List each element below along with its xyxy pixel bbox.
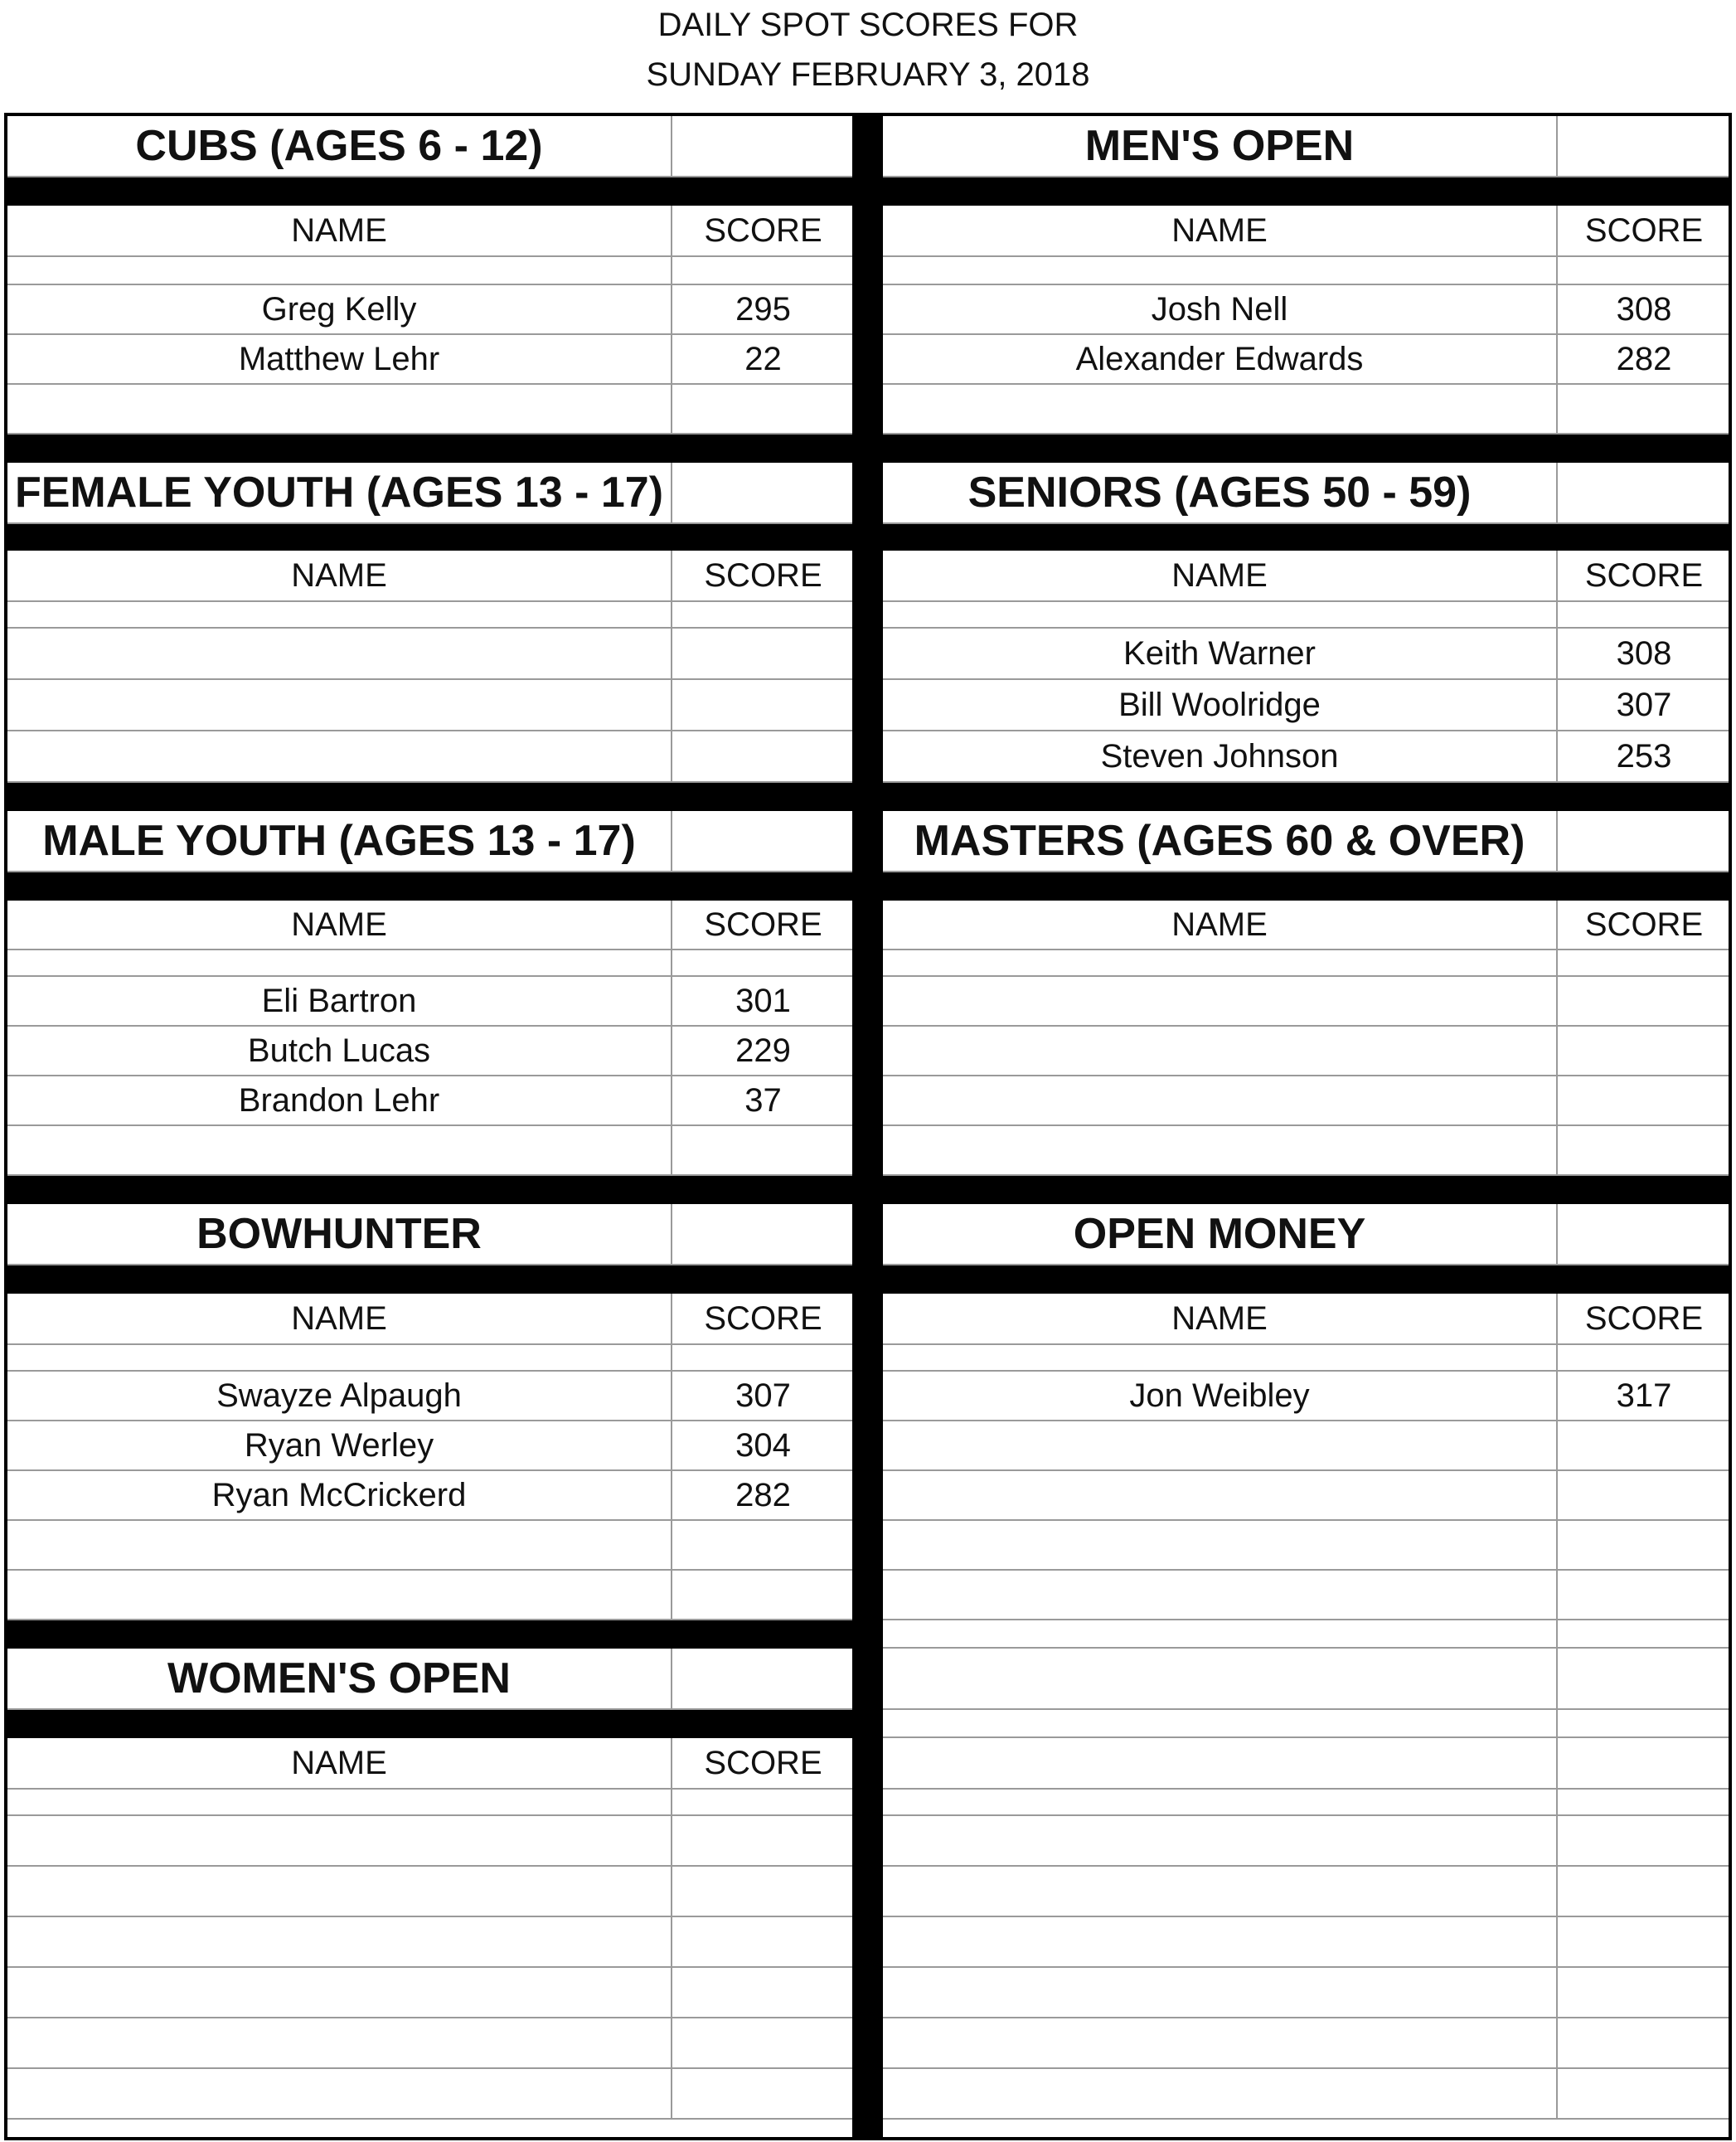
score-column-header: SCORE	[1556, 1294, 1730, 1343]
competitor-name: Steven Johnson	[1100, 737, 1339, 775]
section-header-open_money-score-cell	[1556, 1204, 1730, 1264]
section-band-male_youth	[7, 872, 852, 901]
name-column-header: NAME	[291, 1744, 387, 1781]
table-row	[883, 977, 1729, 1027]
competitor-score: 307	[1556, 680, 1730, 730]
blank-row	[883, 2018, 1729, 2069]
name-column-header: NAME	[1171, 556, 1268, 594]
table-row	[7, 1471, 852, 1521]
section-separator	[7, 783, 852, 811]
blank-row-score-cell	[1556, 2018, 1730, 2067]
competitor-score: 229	[671, 1027, 854, 1075]
table-row	[7, 1126, 852, 1176]
blank-row	[883, 1710, 1729, 1738]
spacer-row-female_youth	[7, 602, 852, 629]
section-band-mens_open	[883, 177, 1729, 206]
competitor-name: Josh Nell	[1151, 290, 1288, 328]
blank-row-score-cell	[1556, 1649, 1730, 1708]
spacer-row-bowhunter-name-cell	[7, 1345, 671, 1370]
competitor-score: 308	[1556, 285, 1730, 333]
competitor-name: Keith Warner	[1123, 634, 1316, 672]
competitor-name: Eli Bartron	[261, 982, 417, 1019]
score-column-header: SCORE	[671, 1294, 854, 1343]
section-title-womens_open: WOMEN'S OPEN	[167, 1654, 511, 1702]
table-row-score-cell	[671, 731, 854, 781]
spacer-row-bowhunter	[7, 1345, 852, 1372]
name-column-header: NAME	[1171, 906, 1268, 943]
column-headers-open_money	[883, 1294, 1729, 1345]
table-row-score-cell	[1556, 385, 1730, 433]
competitor-score: 253	[1556, 731, 1730, 781]
blank-row	[883, 1867, 1729, 1917]
spacer-row-open_money	[883, 1345, 1729, 1372]
table-row	[7, 385, 852, 435]
spacer-row-seniors	[883, 602, 1729, 629]
blank-row-name-cell	[883, 1867, 1556, 1916]
table-row-name-cell	[7, 1126, 671, 1174]
table-row-score-cell	[671, 1917, 854, 1966]
table-row	[7, 2018, 852, 2069]
section-header-female_youth-score-cell	[671, 463, 854, 522]
table-row	[7, 335, 852, 385]
section-title-bowhunter: BOWHUNTER	[196, 1210, 482, 1258]
table-row	[883, 1372, 1729, 1421]
table-row-name-cell	[7, 1816, 671, 1865]
spacer-row-womens_open-name-cell	[7, 1790, 671, 1814]
table-row-score-cell	[671, 680, 854, 730]
page-title-line-2: SUNDAY FEBRUARY 3, 2018	[646, 56, 1090, 93]
section-header-open_money	[883, 1204, 1729, 1265]
column-headers-masters	[883, 901, 1729, 950]
blank-row-name-cell	[883, 1620, 1556, 1647]
section-header-seniors	[883, 463, 1729, 524]
spacer-row-cubs-name-cell	[7, 257, 671, 284]
section-header-cubs	[7, 116, 852, 177]
name-column-header: NAME	[1171, 1299, 1268, 1337]
table-row-score-cell	[671, 1126, 854, 1174]
competitor-score: 304	[671, 1421, 854, 1469]
section-title-male_youth: MALE YOUTH (AGES 13 - 17)	[42, 817, 636, 865]
score-column-header: SCORE	[1556, 206, 1730, 255]
score-column-header: SCORE	[1556, 901, 1730, 949]
spacer-row-masters-name-cell	[883, 950, 1556, 975]
spacer-row-mens_open-score-cell	[1556, 257, 1730, 284]
table-row-name-cell	[7, 1521, 671, 1569]
blank-row	[883, 2069, 1729, 2120]
table-row	[7, 629, 852, 680]
table-row	[883, 629, 1729, 680]
table-row-score-cell	[671, 1968, 854, 2017]
table-row	[883, 285, 1729, 335]
table-row	[883, 1471, 1729, 1521]
section-header-seniors-score-cell	[1556, 463, 1730, 522]
table-row-score-cell	[1556, 977, 1730, 1025]
table-row-name-cell	[883, 1126, 1556, 1174]
section-band-open_money	[883, 1265, 1729, 1294]
competitor-score: 22	[671, 335, 854, 383]
table-row	[7, 731, 852, 783]
section-header-male_youth	[7, 811, 852, 872]
blank-row-score-cell	[1556, 1968, 1730, 2017]
table-row-name-cell	[7, 731, 671, 781]
table-row	[7, 1076, 852, 1126]
score-sheet	[4, 113, 1732, 2140]
spacer-row-male_youth-name-cell	[7, 950, 671, 975]
competitor-score: 301	[671, 977, 854, 1025]
table-row-name-cell	[883, 1521, 1556, 1569]
spacer-row-cubs-score-cell	[671, 257, 854, 284]
name-column-header: NAME	[291, 211, 387, 249]
blank-row-score-cell	[1556, 1620, 1730, 1647]
blank-row-name-cell	[883, 1816, 1556, 1865]
competitor-name: Ryan Werley	[244, 1426, 434, 1464]
table-row-score-cell	[671, 1867, 854, 1916]
blank-row-score-cell	[1556, 1738, 1730, 1788]
table-row-score-cell	[1556, 1421, 1730, 1469]
name-column-header: NAME	[291, 556, 387, 594]
section-title-cubs: CUBS (AGES 6 - 12)	[135, 122, 543, 170]
spacer-row-womens_open	[7, 1790, 852, 1816]
name-column-header: NAME	[1171, 211, 1268, 249]
competitor-name: Ryan McCrickerd	[211, 1476, 467, 1513]
competitor-score: 317	[1556, 1372, 1730, 1420]
table-row-name-cell	[883, 1471, 1556, 1519]
table-row-score-cell	[671, 2018, 854, 2067]
section-header-male_youth-score-cell	[671, 811, 854, 871]
table-row-name-cell	[7, 1571, 671, 1619]
table-row	[7, 1027, 852, 1076]
section-band-bowhunter	[7, 1265, 852, 1294]
column-headers-male_youth	[7, 901, 852, 950]
competitor-score: 282	[671, 1471, 854, 1519]
table-row-score-cell	[1556, 1027, 1730, 1075]
spacer-row-female_youth-score-cell	[671, 602, 854, 627]
table-row	[883, 1027, 1729, 1076]
table-row	[7, 1521, 852, 1571]
table-row-name-cell	[883, 385, 1556, 433]
section-band-womens_open	[7, 1710, 852, 1738]
blank-row-name-cell	[883, 1790, 1556, 1814]
spacer-row-masters	[883, 950, 1729, 977]
table-row	[7, 1571, 852, 1620]
table-row-name-cell	[883, 977, 1556, 1025]
spacer-row-cubs	[7, 257, 852, 285]
table-row	[7, 1867, 852, 1917]
table-row	[7, 285, 852, 335]
table-row-name-cell	[883, 1571, 1556, 1619]
competitor-name: Swayze Alpaugh	[216, 1377, 462, 1414]
section-band-seniors	[883, 524, 1729, 551]
table-row	[883, 1521, 1729, 1571]
blank-row	[883, 1790, 1729, 1816]
blank-row-name-cell	[883, 1917, 1556, 1966]
section-header-masters	[883, 811, 1729, 872]
score-column-header: SCORE	[671, 901, 854, 949]
table-row-score-cell	[671, 1816, 854, 1865]
blank-row-score-cell	[1556, 2069, 1730, 2118]
score-column-header: SCORE	[1556, 551, 1730, 600]
table-row	[883, 680, 1729, 731]
spacer-row-womens_open-score-cell	[671, 1790, 854, 1814]
blank-row	[883, 1649, 1729, 1710]
table-row-name-cell	[883, 1076, 1556, 1124]
blank-row	[883, 1738, 1729, 1790]
blank-row-score-cell	[1556, 1790, 1730, 1814]
table-row	[883, 385, 1729, 435]
blank-row-score-cell	[1556, 1710, 1730, 1736]
spacer-row-open_money-score-cell	[1556, 1345, 1730, 1370]
table-row-name-cell	[7, 1917, 671, 1966]
blank-row	[883, 1968, 1729, 2018]
spacer-row-masters-score-cell	[1556, 950, 1730, 975]
spacer-row-mens_open	[883, 257, 1729, 285]
section-header-bowhunter-score-cell	[671, 1204, 854, 1264]
table-row	[883, 1421, 1729, 1471]
spacer-row-bowhunter-score-cell	[671, 1345, 854, 1370]
name-column-header: NAME	[291, 1299, 387, 1337]
table-row	[7, 1816, 852, 1867]
blank-row	[883, 1620, 1729, 1649]
table-row-score-cell	[1556, 1126, 1730, 1174]
table-row-score-cell	[1556, 1571, 1730, 1619]
table-row-score-cell	[671, 1521, 854, 1569]
section-title-masters: MASTERS (AGES 60 & OVER)	[914, 817, 1525, 865]
blank-row-name-cell	[883, 1968, 1556, 2017]
section-separator	[883, 783, 1729, 811]
section-separator	[7, 435, 852, 463]
right-column	[883, 116, 1729, 2137]
column-headers-womens_open	[7, 1738, 852, 1790]
table-row	[883, 1076, 1729, 1126]
table-row-score-cell	[671, 2069, 854, 2118]
table-row-score-cell	[1556, 1471, 1730, 1519]
score-column-header: SCORE	[671, 1738, 854, 1788]
spacer-row-male_youth-score-cell	[671, 950, 854, 975]
blank-row-score-cell	[1556, 1917, 1730, 1966]
spacer-row-mens_open-name-cell	[883, 257, 1556, 284]
spacer-row-seniors-score-cell	[1556, 602, 1730, 627]
competitor-name: Greg Kelly	[261, 290, 417, 328]
table-row	[7, 680, 852, 731]
table-row	[883, 335, 1729, 385]
table-row-name-cell	[7, 2069, 671, 2118]
section-title-female_youth: FEMALE YOUTH (AGES 13 - 17)	[14, 469, 664, 517]
blank-row-name-cell	[883, 2018, 1556, 2067]
section-header-mens_open	[883, 116, 1729, 177]
table-row-score-cell	[1556, 1521, 1730, 1569]
table-row	[883, 1571, 1729, 1620]
table-row-name-cell	[7, 1968, 671, 2017]
table-row-name-cell	[883, 1027, 1556, 1075]
table-row	[883, 731, 1729, 783]
competitor-score: 308	[1556, 629, 1730, 678]
competitor-score: 307	[671, 1372, 854, 1420]
spacer-row-male_youth	[7, 950, 852, 977]
section-header-mens_open-score-cell	[1556, 116, 1730, 176]
section-header-womens_open	[7, 1649, 852, 1710]
section-separator	[7, 1176, 852, 1204]
section-header-womens_open-score-cell	[671, 1649, 854, 1708]
column-headers-female_youth	[7, 551, 852, 602]
table-row-score-cell	[671, 1571, 854, 1619]
table-row-score-cell	[1556, 1076, 1730, 1124]
section-separator	[883, 1176, 1729, 1204]
section-band-masters	[883, 872, 1729, 901]
table-row	[7, 1421, 852, 1471]
table-row	[7, 1968, 852, 2018]
blank-row	[883, 1816, 1729, 1867]
column-headers-mens_open	[883, 206, 1729, 257]
score-column-header: SCORE	[671, 206, 854, 255]
table-row-name-cell	[7, 680, 671, 730]
blank-row-name-cell	[883, 1649, 1556, 1708]
competitor-name: Alexander Edwards	[1075, 340, 1364, 377]
competitor-name: Brandon Lehr	[238, 1081, 440, 1119]
competitor-score: 37	[671, 1076, 854, 1124]
table-row	[7, 1917, 852, 1968]
blank-row-name-cell	[883, 2069, 1556, 2118]
blank-row-score-cell	[1556, 1867, 1730, 1916]
section-band-cubs	[7, 177, 852, 206]
spacer-row-female_youth-name-cell	[7, 602, 671, 627]
left-column	[7, 116, 852, 2137]
competitor-name: Jon Weibley	[1129, 1377, 1310, 1414]
section-title-mens_open: MEN'S OPEN	[1084, 122, 1355, 170]
column-headers-cubs	[7, 206, 852, 257]
section-separator	[7, 1620, 852, 1649]
table-row	[883, 1126, 1729, 1176]
section-header-masters-score-cell	[1556, 811, 1730, 871]
table-row-name-cell	[883, 1421, 1556, 1469]
table-row-name-cell	[7, 629, 671, 678]
section-header-bowhunter	[7, 1204, 852, 1265]
section-band-female_youth	[7, 524, 852, 551]
table-row-name-cell	[7, 2018, 671, 2067]
score-column-header: SCORE	[671, 551, 854, 600]
table-row-score-cell	[671, 629, 854, 678]
section-separator	[883, 435, 1729, 463]
blank-row-score-cell	[1556, 1816, 1730, 1865]
name-column-header: NAME	[291, 906, 387, 943]
section-header-cubs-score-cell	[671, 116, 854, 176]
competitor-name: Butch Lucas	[247, 1032, 431, 1069]
spacer-row-open_money-name-cell	[883, 1345, 1556, 1370]
column-headers-bowhunter	[7, 1294, 852, 1345]
table-row-name-cell	[7, 385, 671, 433]
competitor-score: 282	[1556, 335, 1730, 383]
competitor-score: 295	[671, 285, 854, 333]
section-header-female_youth	[7, 463, 852, 524]
table-row	[7, 1372, 852, 1421]
column-divider	[852, 116, 883, 2137]
section-title-open_money: OPEN MONEY	[1073, 1210, 1366, 1258]
table-row-score-cell	[671, 385, 854, 433]
page-title-line-1: DAILY SPOT SCORES FOR	[657, 7, 1079, 43]
blank-row	[883, 1917, 1729, 1968]
table-row	[7, 977, 852, 1027]
blank-row-name-cell	[883, 1710, 1556, 1736]
competitor-name: Matthew Lehr	[238, 340, 440, 377]
table-row	[7, 2069, 852, 2120]
blank-row-name-cell	[883, 1738, 1556, 1788]
spacer-row-seniors-name-cell	[883, 602, 1556, 627]
competitor-name: Bill Woolridge	[1118, 686, 1321, 723]
section-title-seniors: SENIORS (AGES 50 - 59)	[967, 469, 1472, 517]
table-row-name-cell	[7, 1867, 671, 1916]
column-headers-seniors	[883, 551, 1729, 602]
